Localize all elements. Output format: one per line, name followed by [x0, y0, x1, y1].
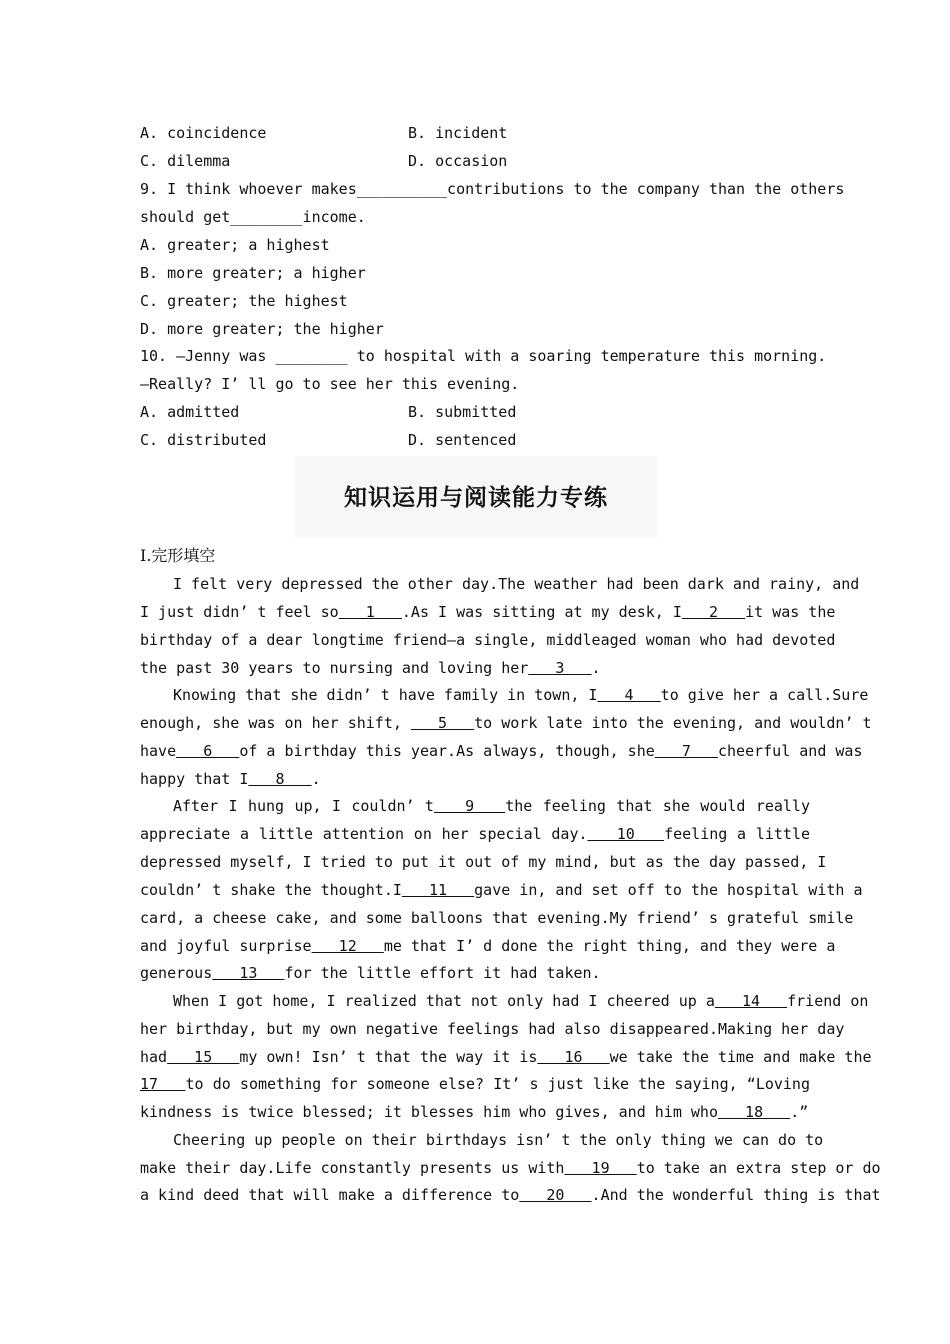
question-line: 9. I think whoever makes__________contributions to the company than the others — [140, 180, 845, 198]
option-right: B. submitted — [408, 403, 517, 421]
passage-line: have 6 of a birthday this year.As always, though, she 7 cheerful and was — [140, 742, 863, 760]
cloze-section-title: Ⅰ.完形填空 — [140, 546, 216, 565]
passage-line: couldn’ t shake the thought.I 11 gave in, and set off to the hospital with a — [140, 881, 863, 899]
passage-line: Cheering up people on their birthdays isn’ t the only thing we can do to — [173, 1131, 824, 1149]
question-line — [140, 119, 810, 147]
passage-line: had 15 my own! Isn’ t that the way it is 16 we take the time and make the — [140, 1048, 872, 1066]
cloze-blank: 7 — [654, 742, 718, 760]
cloze-blank: 9 — [433, 797, 506, 815]
passage-line: When I got home, I realized that not only had I cheered up a 14 friend on — [173, 992, 869, 1010]
cloze-blank: 14 — [714, 992, 788, 1010]
passage-line: enough, she was on her shift, 5 to work late into the evening, and wouldn’ t — [140, 714, 872, 732]
option-left: A. coincidence — [140, 124, 267, 142]
cloze-blank: 3 — [528, 659, 592, 677]
passage-line: happy that I 8 . — [140, 770, 321, 788]
cloze-blank: 6 — [176, 742, 240, 760]
cloze-blank: 11 — [401, 881, 475, 899]
question-line: D. more greater; the higher — [140, 320, 384, 338]
cloze-blank: 13 — [212, 964, 285, 982]
cloze-blank: 8 — [248, 770, 312, 788]
passage-line: birthday of a dear longtime friend—a single, middleaged woman who had devoted — [140, 631, 836, 649]
question-line — [140, 147, 810, 175]
cloze-blank: 19 — [564, 1159, 637, 1177]
option-right: D. sentenced — [408, 431, 517, 449]
cloze-blank: 2 — [681, 603, 746, 621]
cloze-blank: 17 — [140, 1075, 186, 1093]
cloze-blank: 16 — [537, 1048, 610, 1066]
option-right: D. occasion — [408, 152, 508, 170]
option-left: A. admitted — [140, 403, 240, 421]
cloze-blank: 12 — [311, 937, 384, 955]
passage-line: After I hung up, I couldn’ t 9 the feeling that she would really — [173, 797, 810, 815]
question-line — [140, 426, 810, 454]
question-line: B. more greater; a higher — [140, 264, 366, 282]
option-left: C. distributed — [140, 431, 267, 449]
cloze-blank: 10 — [587, 825, 665, 843]
passage-line: and joyful surprise 12 me that I’ d done the right thing, and they were a — [140, 937, 836, 955]
passage-line: 17 to do something for someone else? It’ s just like the saying, “Loving — [140, 1075, 810, 1093]
passage-line: a kind deed that will make a difference to 20 .And the wonderful thing is that — [140, 1186, 881, 1204]
passage-line: appreciate a little attention on her special day. 10 feeling a little — [140, 825, 811, 843]
passage-line: depressed myself, I tried to put it out of my mind, but as the day passed, I — [140, 853, 827, 871]
passage-line: kindness is twice blessed; it blesses him who gives, and him who 18 .” — [140, 1103, 809, 1121]
passage-line: the past 30 years to nursing and loving her 3 . — [140, 659, 601, 677]
section-heading: 知识运用与阅读能力专练 — [344, 485, 608, 511]
passage-line: I felt very depressed the other day.The weather had been dark and rainy, and — [173, 575, 860, 593]
cloze-blank: 15 — [167, 1048, 240, 1066]
question-line: —Really? I’ ll go to see her this evening. — [140, 375, 520, 393]
question-line: 10. —Jenny was ________ to hospital with a soaring temperature this morning. — [140, 347, 827, 365]
question-line: A. greater; a highest — [140, 236, 330, 254]
passage-line: I just didn’ t feel so 1 .As I was sitting at my desk, I 2 it was the — [140, 603, 836, 621]
cloze-blank: 5 — [410, 714, 475, 732]
passage-line: Knowing that she didn’ t have family in town, I 4 to give her a call.Sure — [173, 686, 869, 704]
passage-line: make their day.Life constantly presents us with 19 to take an extra step or do — [140, 1159, 881, 1177]
passage-line: her birthday, but my own negative feelings had also disappeared.Making her day — [140, 1020, 845, 1038]
cloze-blank: 4 — [597, 686, 661, 704]
option-right: B. incident — [408, 124, 508, 142]
cloze-blank: 18 — [717, 1103, 791, 1121]
question-line — [140, 398, 810, 426]
passage-line: generous 13 for the little effort it had taken. — [140, 964, 601, 982]
cloze-blank: 20 — [519, 1186, 592, 1204]
question-line: should get________income. — [140, 208, 366, 226]
question-line: C. greater; the highest — [140, 292, 348, 310]
option-left: C. dilemma — [140, 152, 231, 170]
cloze-blank: 1 — [338, 603, 402, 621]
passage-line: card, a cheese cake, and some balloons that evening.My friend’ s grateful smile — [140, 909, 854, 927]
